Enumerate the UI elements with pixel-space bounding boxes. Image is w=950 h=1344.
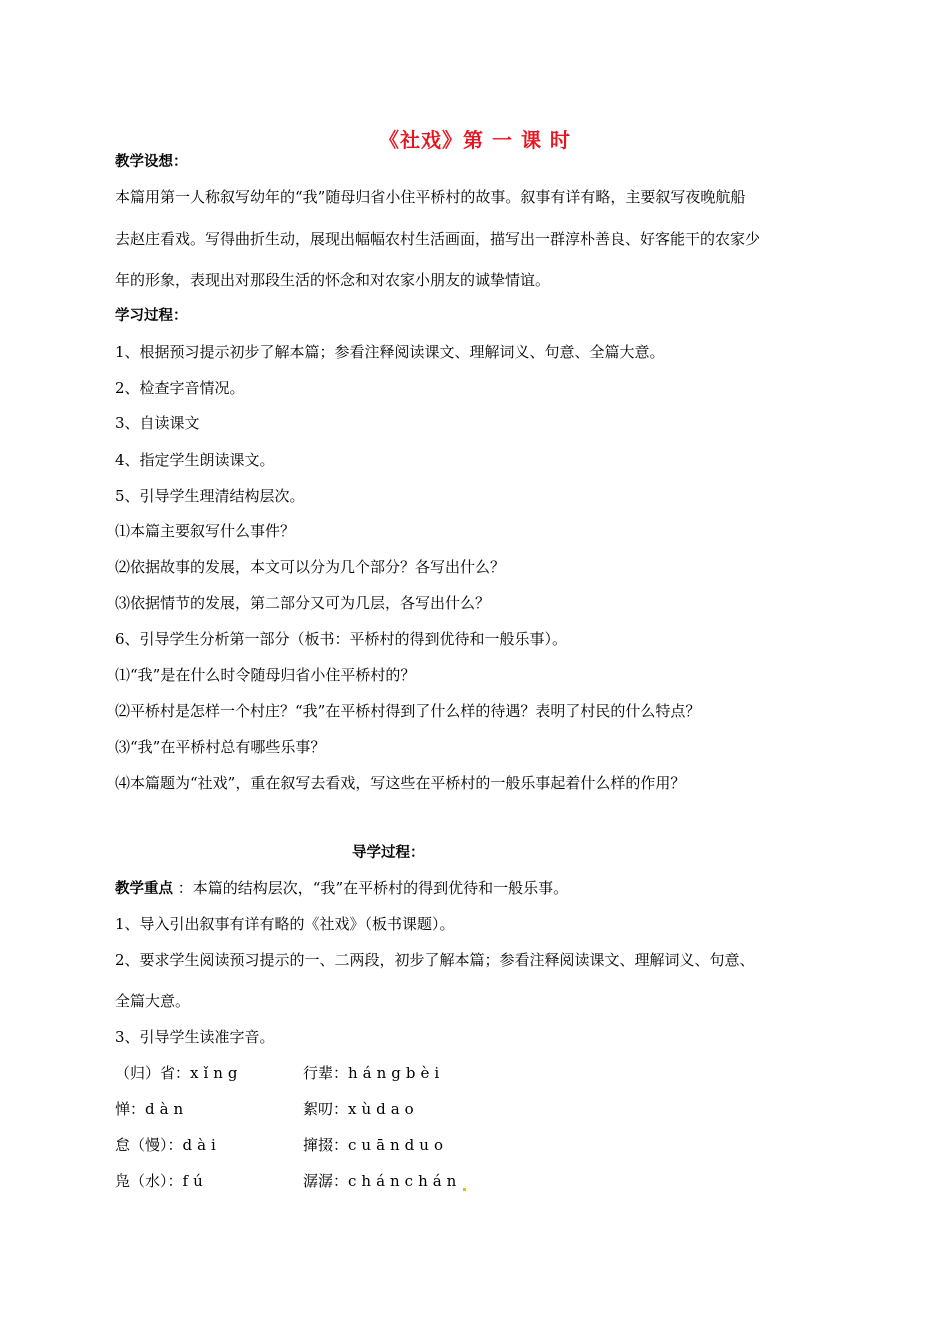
- process-item-3: 3、自读课文: [115, 414, 200, 432]
- process-item-5: 5、引导学生理清结构层次。: [115, 487, 305, 505]
- teaching-focus: [115, 878, 568, 899]
- pinyin-word: 潺潺：: [303, 1172, 349, 1190]
- process-item-1: 1、根据预习提示初步了解本篇；参看注释阅读课文、理解词义、句意、全篇大意。: [115, 343, 665, 361]
- teaching-focus-text: ：本篇的结构层次，“我”在平桥村的得到优待和一般乐事。: [173, 879, 569, 897]
- teaching-focus-label: 教学重点: [115, 881, 173, 897]
- teaching-design-heading: 教学设想：: [115, 154, 188, 170]
- process-item-4: 4、指定学生朗读课文。: [115, 451, 275, 469]
- pinyin-row-3: [115, 1135, 448, 1155]
- pinyin-reading: fú: [182, 1172, 208, 1190]
- guide-process-heading: 导学过程：: [352, 845, 425, 861]
- pinyin-reading: chánchán: [348, 1172, 462, 1190]
- process-question-1: ⑴本篇主要叙写什么事件？: [115, 522, 296, 540]
- pinyin-word: 怠（慢）：: [115, 1136, 183, 1154]
- guide-item-1: 1、导入引出叙事有详有略的《社戏》（板书课题）。: [115, 915, 455, 933]
- process-subquestion-2: ⑵平桥村是怎样一个村庄？“我”在平桥村得到了什么样的待遇？表明了村民的什么特点？: [115, 702, 701, 720]
- pinyin-reading: cuānduo: [348, 1136, 448, 1154]
- pinyin-reading: xǐng: [190, 1064, 243, 1082]
- guide-item-2-continued: 全篇大意。: [115, 992, 191, 1010]
- pinyin-word: 行辈：: [303, 1064, 349, 1082]
- pinyin-row-4: [115, 1171, 462, 1191]
- process-item-2: 2、检查字音情况。: [115, 379, 245, 397]
- pinyin-reading: dàn: [145, 1100, 189, 1118]
- pinyin-word: 絮叨：: [303, 1100, 349, 1118]
- process-question-3: ⑶依据情节的发展，第二部分又可为几层，各写出什么？: [115, 594, 491, 612]
- pinyin-word: （归）省：: [115, 1064, 191, 1082]
- process-item-6: 6、引导学生分析第一部分（板书：平桥村的得到优待和一般乐事）。: [115, 630, 568, 648]
- pinyin-row-1: [115, 1063, 445, 1083]
- learning-process-heading: 学习过程：: [115, 308, 188, 324]
- pinyin-word: 惮：: [115, 1100, 146, 1118]
- process-subquestion-4: ⑷本篇题为“社戏”，重在叙写去看戏，写这些在平桥村的一般乐事起着什么样的作用？: [115, 774, 686, 792]
- pinyin-reading: dài: [182, 1136, 221, 1154]
- page-title: 《社戏》第 一 课 时: [379, 128, 571, 152]
- process-question-2: ⑵依据故事的发展，本文可以分为几个部分？各写出什么？: [115, 558, 506, 576]
- design-paragraph-line-1: 本篇用第一人称叙写幼年的“我”随母归省小住平桥村的故事。叙事有详有略，主要叙写夜晚航船: [115, 188, 746, 206]
- process-subquestion-1: ⑴“我”是在什么时令随母归省小住平桥村的？: [115, 666, 416, 684]
- pinyin-reading: xùdao: [348, 1100, 419, 1118]
- guide-item-2: 2、要求学生阅读预习提示的一、二两段，初步了解本篇；参看注释阅读课文、理解词义、句意、: [115, 951, 755, 969]
- pinyin-word: 撺掇：: [303, 1136, 349, 1154]
- marker-dot: [463, 1188, 466, 1191]
- pinyin-reading: hángbèi: [348, 1064, 445, 1082]
- guide-item-3: 3、引导学生读准字音。: [115, 1028, 275, 1046]
- pinyin-word: 凫（水）：: [115, 1172, 183, 1190]
- pinyin-row-2: [115, 1099, 419, 1119]
- design-paragraph-line-3: 年的形象，表现出对那段生活的怀念和对农家小朋友的诚挚情谊。: [115, 271, 551, 289]
- design-paragraph-line-2: 去赵庄看戏。写得曲折生动，展现出幅幅农村生活画面，描写出一群淳朴善良、好客能干的农家少: [115, 230, 761, 248]
- process-subquestion-3: ⑶“我”在平桥村总有哪些乐事？: [115, 738, 326, 756]
